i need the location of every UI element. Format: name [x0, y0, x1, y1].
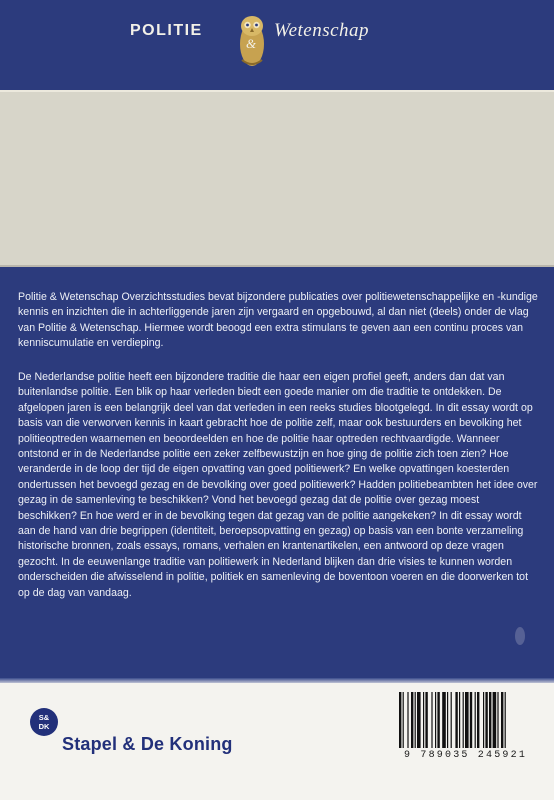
barcode-bar	[403, 692, 404, 748]
series-logo-wetenschap: Wetenschap	[274, 20, 370, 41]
barcode-bar	[470, 692, 472, 748]
image-panel	[0, 90, 554, 267]
barcode-bar	[459, 692, 460, 748]
barcode-bar	[437, 692, 439, 748]
barcode-bar	[465, 692, 469, 748]
barcode-bar	[415, 692, 416, 748]
barcode-bar	[442, 692, 446, 748]
barcode-bar	[485, 692, 487, 748]
book-blurb: De Nederlandse politie heeft een bijzondere traditie die haar een eigen profiel geeft, anders dan dat van buitenlandse politie. Een blik op haar verleden biedt een goede manier om die traditie te ontdekken. De afgelopen jaren is een belangrijk deel van dat verleden in een reeks studies blootgelegd. In dit essay wordt op basis van die verworven kennis in kaart gebracht hoe de politie zelf, maar ook bestuurders en bevolking het politieoptreden waarnemen en beoordeelden en hoe de politie haar optreden rechtvaardigde. Wanneer ontstond er in de Nederlandse politie een zeker zelfbewustzijn en hoe ging de politie zich toen zien? Hoe veranderde in de loop der tijd de eigen opvatting van goed politiewerk? En welke opvattingen koesterden ondertussen het bevoegd gezag en de bevolking over goed politiewerk? Hadden politiebeambten het idee over gezag in de samenleving te beschikken? Vond het bevoegd gezag dat de politie over gezag moest beschikken? En hoe werd er in de bevolking tegen dat gezag van de politie aangekeken? In dit essay wordt aan de hand van drie begrippen (identiteit, beroepsopvatting en gezag) op basis van een bonte verzameling historische bronnen, zoals essays, romans, verhalen en krantenartikelen, een antwoord op deze vragen gezocht. In de eeuwenlange traditie van politiewerk in Nederland blijken dan drie visies te kunnen worden onderscheiden die afwisselend in politie, politiek en samenleving de boventoon voeren en die doorwerken tot op de dag van vandaag.	[18, 371, 538, 599]
barcode-bar	[489, 692, 491, 748]
barcode-bar	[455, 692, 457, 748]
barcode-bar	[493, 692, 497, 748]
barcode-bar	[505, 692, 506, 748]
publisher-name: Stapel & De Koning	[62, 734, 233, 754]
publisher-logo-line2: DK	[38, 722, 50, 731]
barcode-bar	[451, 692, 452, 748]
barcode-bar	[475, 692, 476, 748]
publisher-logo-badge	[30, 708, 58, 736]
barcode-bar	[435, 692, 436, 748]
barcode-bar	[497, 692, 498, 748]
barcode-bar	[477, 692, 479, 748]
barcode-bar	[483, 692, 484, 748]
barcode-bar	[425, 692, 427, 748]
barcode-bar	[501, 692, 503, 748]
barcode-bar	[411, 692, 413, 748]
barcode-bar	[399, 692, 401, 748]
series-description: Politie & Wetenschap Overzichtsstudies bevat bijzondere publicaties over politiewetenschappelijke en -kundige kennis en inzichten die in achterliggende jaren zijn vergaard en opgebouwd, al dan niet (deels) onder de vlag van Politie & Wetenschap. Hiermee wordt beoogd een extra stimulans te geven aan een continu proces van kenniscumulatie en verdieping.	[18, 291, 538, 350]
barcode-bar	[431, 692, 432, 748]
barcode-bar	[463, 692, 464, 748]
publisher-logo-line1: S&	[38, 713, 50, 722]
isbn-digits: 9 789035 245921	[404, 750, 528, 761]
series-logo	[0, 0, 554, 82]
barcode-bar	[407, 692, 408, 748]
series-logo-ampersand: &	[246, 36, 257, 51]
barcode-bar	[417, 692, 421, 748]
barcode-bar	[423, 692, 424, 748]
series-logo-politie: POLITIE	[130, 22, 203, 39]
barcode-bar	[447, 692, 448, 748]
smudge-mark	[515, 627, 525, 645]
